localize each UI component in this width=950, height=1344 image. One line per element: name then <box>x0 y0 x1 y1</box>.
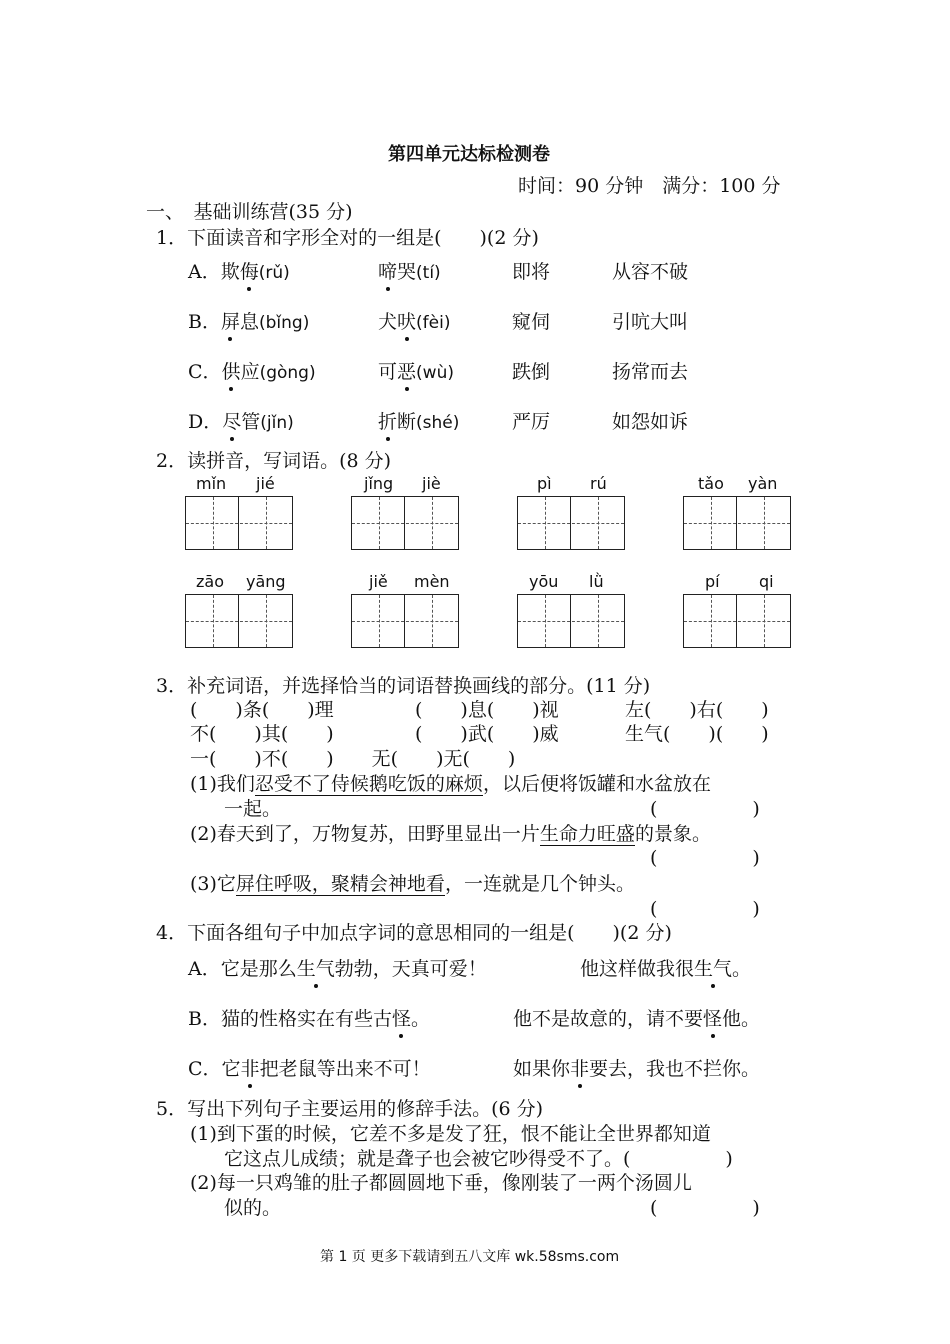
pinyin-label: jǐng <box>364 474 394 493</box>
question-2-stem: 2．读拼音，写词语。(8 分) <box>156 450 392 472</box>
q4-option-a-right <box>580 957 751 981</box>
q4-option-a-left <box>188 957 487 981</box>
answer-blank[interactable]: ( ) <box>650 898 760 920</box>
q4-option-b-right <box>513 1007 760 1031</box>
option-c-word2 <box>378 360 454 385</box>
dotted-text: 生气 <box>694 958 733 980</box>
word-part: 息 <box>239 311 259 333</box>
pinyin: (bǐng) <box>259 313 310 333</box>
underlined-text: 忍受不了侍候鹅吃饭的麻烦 <box>254 773 483 795</box>
pinyin: (gòng) <box>259 363 316 383</box>
q4-option-c-left <box>188 1057 431 1081</box>
writing-box[interactable] <box>683 496 791 550</box>
pinyin-label: zāo <box>196 572 224 591</box>
q5-sentence-1-cont: 它这点儿成绩；就是聋子也会被它吵得受不了。( ) <box>224 1148 733 1170</box>
question-5-stem: 5．写出下列句子主要运用的修辞手法。(6 分) <box>156 1098 544 1120</box>
dotted-char: 供 <box>221 361 241 383</box>
option-letter: B． <box>188 311 221 333</box>
sentence-text: B．猫的性格实在有些古 <box>188 1008 392 1030</box>
answer-blank[interactable]: ( ) <box>650 847 760 869</box>
sentence-text: 勃勃，天真可爱！ <box>334 958 487 980</box>
option-d-word2 <box>378 410 459 435</box>
dotted-char: 尽 <box>222 411 242 433</box>
idiom-blank[interactable]: ( )息( )视 <box>415 699 559 721</box>
idiom-blank[interactable]: 左( )右( ) <box>625 699 769 721</box>
option-a <box>188 260 290 285</box>
sentence-text: 。 <box>732 958 752 980</box>
pinyin: (shé) <box>416 413 460 433</box>
option-b <box>188 310 309 335</box>
pinyin: (wù) <box>416 363 454 383</box>
option-b-word3: 窥伺 <box>512 311 551 333</box>
writing-box[interactable] <box>517 496 625 550</box>
word-part: 欺 <box>220 261 240 283</box>
option-b-word2 <box>378 310 450 335</box>
option-d-word3: 严厉 <box>512 411 551 433</box>
idiom-blank[interactable]: 生气( )( ) <box>625 723 769 745</box>
sentence-text: 他这样做我很 <box>580 958 695 980</box>
pinyin-label: pì <box>537 474 552 493</box>
option-c-word3: 跌倒 <box>512 361 551 383</box>
option-c-word4: 扬常而去 <box>612 361 689 383</box>
option-letter: D． <box>188 411 223 433</box>
q3-sentence-3 <box>190 872 635 896</box>
idiom-blank[interactable]: 不( )其( ) <box>190 723 334 745</box>
dotted-text: 怪 <box>391 1008 411 1030</box>
answer-blank[interactable]: ( ) <box>650 798 760 820</box>
pinyin-label: yàn <box>748 474 778 493</box>
pinyin-label: mǐn <box>196 474 227 493</box>
dotted-char: 吠 <box>397 311 417 333</box>
sentence-text: 。 <box>410 1008 430 1030</box>
pinyin-label: rú <box>590 474 607 493</box>
pinyin: (fèi) <box>416 313 451 333</box>
option-c <box>188 360 316 385</box>
option-letter: A． <box>188 261 221 283</box>
question-4-stem: 4．下面各组句子中加点字词的意思相同的一组是( )(2 分) <box>156 922 672 944</box>
writing-box[interactable] <box>683 594 791 648</box>
dotted-char: 啼 <box>378 261 398 283</box>
option-b-word4: 引吭大叫 <box>612 311 689 333</box>
sentence-text: 的景象。 <box>634 823 711 845</box>
sentence-text: 把老鼠等出来不可！ <box>259 1058 431 1080</box>
sentence-text: (1)我们 <box>190 773 255 795</box>
pinyin-label: tǎo <box>698 474 724 493</box>
dotted-text: 非 <box>240 1058 260 1080</box>
word-part: 管 <box>241 411 261 433</box>
writing-box[interactable] <box>351 594 459 648</box>
word-part: 应 <box>240 361 260 383</box>
q4-option-b-left <box>188 1007 430 1031</box>
dotted-text: 非 <box>570 1058 590 1080</box>
q5-sentence-1: (1)到下蛋的时候，它差不多是发了狂，恨不能让全世界都知道 <box>190 1123 711 1145</box>
q3-sentence-2 <box>190 822 711 846</box>
option-letter: C． <box>188 361 222 383</box>
underlined-text: 生命力旺盛 <box>539 823 635 845</box>
sentence-text: A．它是那么 <box>188 958 297 980</box>
option-d-word4: 如怨如诉 <box>612 411 689 433</box>
option-a-word2 <box>378 260 441 285</box>
section-heading: 一、 基础训练营(35 分) <box>146 201 353 223</box>
pinyin-label: jié <box>256 474 275 493</box>
sentence-text: 要去，我也不拦你。 <box>589 1058 761 1080</box>
q3-sentence-1 <box>190 772 711 796</box>
idiom-blank[interactable]: 一( )不( ) 无( )无( ) <box>190 748 516 770</box>
word-part: 断 <box>397 411 417 433</box>
pinyin-label: jiè <box>422 474 441 493</box>
pinyin-label: qi <box>759 572 774 591</box>
q4-option-c-right <box>513 1057 760 1081</box>
question-1-stem: 1．下面读音和字形全对的一组是( )(2 分) <box>156 227 539 249</box>
writing-box[interactable] <box>185 594 293 648</box>
answer-blank[interactable]: ( ) <box>650 1197 760 1219</box>
writing-box[interactable] <box>185 496 293 550</box>
sentence-text: ，一连就是几个钟头。 <box>444 873 635 895</box>
writing-box[interactable] <box>351 496 459 550</box>
pinyin-label: yōu <box>529 572 559 591</box>
writing-box[interactable] <box>517 594 625 648</box>
word-part: 犬 <box>378 311 398 333</box>
word-part: 哭 <box>397 261 417 283</box>
pinyin: (rǔ) <box>258 263 290 283</box>
sentence-text: (2)春天到了，万物复苏，田野里显出一片 <box>190 823 540 845</box>
option-a-word3: 即将 <box>512 261 551 283</box>
idiom-blank[interactable]: ( )武( )威 <box>415 723 559 745</box>
q3-sentence-1-cont: 一起。 <box>224 798 282 820</box>
q5-sentence-2-cont: 似的。 <box>224 1197 282 1219</box>
sentence-text: 他不是故意的，请不要 <box>513 1008 704 1030</box>
pinyin: (jǐn) <box>260 413 294 433</box>
page-footer: 第 1 页 更多下载请到五八文库 wk.58sms.com <box>320 1249 620 1265</box>
pinyin-label: lǜ <box>589 572 604 591</box>
q5-sentence-2: (2)每一只鸡雏的肚子都圆圆地下垂，像刚装了一两个汤圆儿 <box>190 1172 692 1194</box>
pinyin-label: pí <box>705 572 720 591</box>
option-a-word4: 从容不破 <box>612 261 689 283</box>
pinyin: (tí) <box>416 263 441 283</box>
idiom-blank[interactable]: ( )条( )理 <box>190 699 334 721</box>
dotted-char: 侮 <box>239 261 259 283</box>
dotted-char: 屏 <box>220 311 240 333</box>
underlined-text: 屏住呼吸，聚精会神地看 <box>235 873 445 895</box>
dotted-text: 怪 <box>703 1008 723 1030</box>
exam-meta: 时间：90 分钟 满分：100 分 <box>518 175 781 197</box>
sentence-text: 如果你 <box>513 1058 571 1080</box>
sentence-text: 他。 <box>722 1008 761 1030</box>
dotted-char: 折 <box>378 411 398 433</box>
pinyin-label: mèn <box>414 572 450 591</box>
dotted-char: 恶 <box>397 361 417 383</box>
dotted-text: 生气 <box>296 958 335 980</box>
question-3-stem: 3．补充词语，并选择恰当的词语替换画线的部分。(11 分) <box>156 675 651 697</box>
pinyin-label: jiě <box>369 572 388 591</box>
page-title: 第四单元达标检测卷 <box>388 144 550 165</box>
word-part: 可 <box>378 361 398 383</box>
option-d <box>188 410 294 435</box>
sentence-text: C．它 <box>188 1058 241 1080</box>
pinyin-label: yāng <box>246 572 286 591</box>
sentence-text: ，以后便将饭罐和水盆放在 <box>482 773 711 795</box>
sentence-text: (3)它 <box>190 873 236 895</box>
